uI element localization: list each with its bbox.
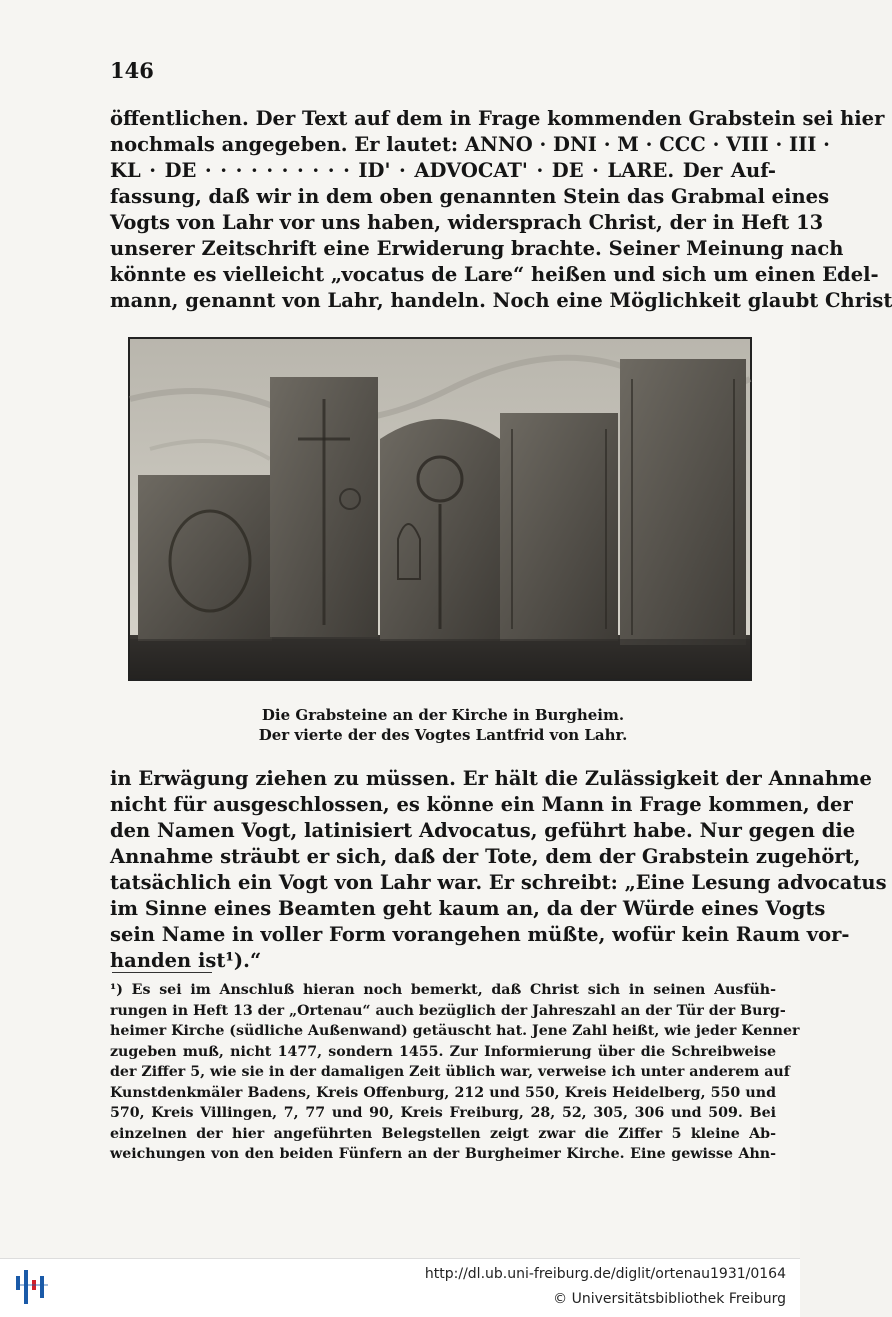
text-line: tatsächlich ein Vogt von Lahr war. Er schreibt: „Eine Lesung advocatus xyxy=(110,871,887,894)
text-line: unserer Zeitschrift eine Erwiderung brachte. Seiner Meinung nach xyxy=(110,237,844,260)
text-line: öffentlichen. Der Text auf dem in Frage kommenden Grabstein sei hier xyxy=(110,107,885,130)
text-line: Annahme sträubt er sich, daß der Tote, dem der Grabstein zugehört, xyxy=(110,845,861,868)
figure-caption-line-2: Der vierte der des Vogtes Lantfrid von Lahr. xyxy=(258,726,628,744)
figure-caption-line-1: Die Grabsteine an der Kirche in Burgheim. xyxy=(261,706,625,724)
copyright-notice: © Universitätsbibliothek Freiburg xyxy=(553,1291,786,1307)
footnote-line: einzelnen der hier angeführten Belegstellen zeigt zwar die Ziffer 5 kleine Ab- xyxy=(110,1125,776,1142)
text-line: handen ist¹).“ xyxy=(110,949,262,972)
text-line: im Sinne eines Beamten geht kaum an, da der Würde eines Vogts xyxy=(110,897,826,920)
page-number: 146 xyxy=(110,58,154,83)
gravestones-photo-drawing xyxy=(130,339,750,679)
footnote-line: Kunstdenkmäler Badens, Kreis Offenburg, 212 und 550, Kreis Heidelberg, 550 und xyxy=(110,1084,776,1101)
text-line: Vogts von Lahr vor uns haben, widersprach Christ, der in Heft 13 xyxy=(110,211,824,234)
text-line: könnte es vielleicht „vocatus de Lare“ heißen und sich um einen Edel- xyxy=(110,263,879,286)
text-line: KL · DE · · · · · · · · · · ID' · ADVOCAT' · DE · LARE. Der Auf- xyxy=(110,159,776,182)
paragraph-bottom xyxy=(110,766,887,974)
footnote-divider xyxy=(112,972,212,973)
footnote-line: 570, Kreis Villingen, 7, 77 und 90, Kreis Freiburg, 28, 52, 305, 306 und 509. Bei xyxy=(110,1105,776,1121)
text-line: mann, genannt von Lahr, handeln. Noch eine Möglichkeit glaubt Christ xyxy=(110,289,892,312)
text-line: sein Name in voller Form vorangehen müßte, wofür kein Raum vor- xyxy=(110,923,850,946)
text-line: den Namen Vogt, latinisiert Advocatus, geführt habe. Nur gegen die xyxy=(110,819,856,842)
footnote-line: zugeben muß, nicht 1477, sondern 1455. Zur Informierung über die Schreibweise xyxy=(110,1043,776,1060)
paragraph-top xyxy=(110,106,892,314)
text-line: fassung, daß wir in dem oben genannten Stein das Grabmal eines xyxy=(110,185,830,208)
source-url-link[interactable]: http://dl.ub.uni-freiburg.de/diglit/ortenau1931/0164 xyxy=(424,1266,786,1282)
footnote-line: ¹) Es sei im Anschluß hieran noch bemerkt, daß Christ sich in seinen Ausfüh- xyxy=(110,982,776,998)
footnote-line: weichungen von den beiden Fünfern an der Burgheimer Kirche. Eine gewisse Ahn- xyxy=(110,1146,776,1162)
gravestones-photo xyxy=(128,337,752,681)
footnote-line: der Ziffer 5, wie sie in der damaligen Zeit üblich war, verweise ich unter anderem auf xyxy=(110,1064,790,1080)
text-line: nicht für ausgeschlossen, es könne ein Mann in Frage kommen, der xyxy=(110,793,853,816)
text-line: in Erwägung ziehen zu müssen. Er hält die Zulässigkeit der Annahme xyxy=(110,767,872,790)
footnote xyxy=(110,980,800,1165)
text-line: nochmals angegeben. Er lautet: ANNO · DNI · M · CCC · VIII · III · xyxy=(110,133,830,156)
footnote-line: rungen in Heft 13 der „Ortenau“ auch bezüglich der Jahreszahl an der Tür der Burg- xyxy=(110,1002,786,1019)
footnote-line: heimer Kirche (südliche Außenwand) getäuscht hat. Jene Zahl heißt, wie jeder Kenner xyxy=(110,1023,800,1039)
ub-freiburg-logo-icon xyxy=(12,1266,52,1308)
